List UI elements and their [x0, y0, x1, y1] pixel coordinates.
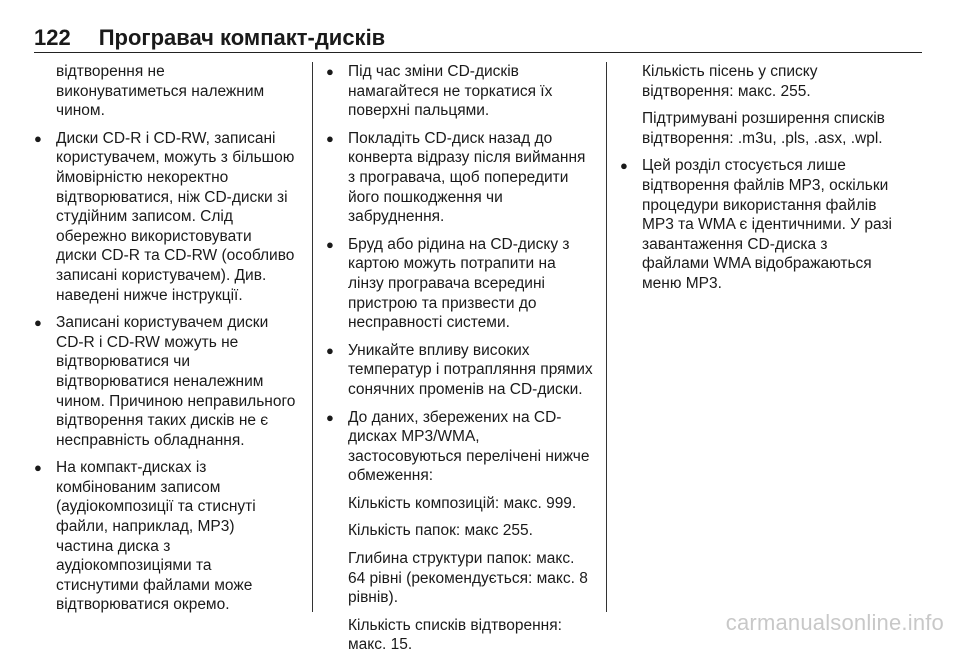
- bullet-icon: ●: [326, 236, 334, 252]
- text-column-3: [620, 62, 898, 302]
- list-item-text: Диски CD-R і CD-RW, записані користувачем, можуть з більшою ймовірністю некоректно відтворюватися, ніж CD-диски зі студійним записом. Слід обережно використовувати диски CD-R та CD-RW (особливо записані користувачем). Див. наведені нижче інструкції.: [56, 129, 295, 304]
- list-item: [326, 62, 594, 121]
- text-column-1: [34, 62, 296, 623]
- list-item: [326, 341, 594, 400]
- list-item-text: Записані користувачем диски CD-R і CD-RW можуть не відтворюватися чи відтворюватися неналежним чином. Причиною неправильного відтворення таких дисків не є несправність обладнання.: [56, 314, 296, 449]
- limit-item: Кількість списків відтворення: макс. 15.: [348, 616, 562, 654]
- list-item: [34, 129, 296, 305]
- list-item-text: Покладіть CD-диск назад до конверта відразу після виймання з програвача, щоб попередити його пошкодження чи забруднення.: [348, 129, 586, 226]
- limit-item: Глибина структури папок: макс. 64 рівні (рекомендується: макс. 8 рівнів).: [348, 550, 588, 607]
- bullet-icon: ●: [326, 130, 334, 146]
- limit-item: Кількість композицій: макс. 999.: [348, 494, 577, 512]
- list-item-text: На компакт-дисках із комбінованим записом (аудіокомпозиції та стиснуті файли, наприклад, MP3) частина диска з аудіокомпозиціями та стиснутими файлами може відтворюватися окремо.: [56, 459, 256, 614]
- bullet-icon: ●: [326, 342, 334, 358]
- list-item-text: До даних, збережених на CD-дисках MP3/WMA, застосовуються перелічені нижче обмеження:: [348, 408, 590, 485]
- column-divider: [606, 62, 607, 612]
- paragraph: Кількість пісень у списку відтворення: макс. 255.: [642, 63, 818, 100]
- list-item-text: Бруд або рідина на CD-диску з картою можуть потрапити на лінзу програвача всередині пристрою та призвести до несправності системи.: [348, 235, 570, 332]
- paragraph: відтворення не виконуватиметься належним чином.: [56, 63, 265, 120]
- bullet-icon: ●: [34, 460, 42, 476]
- list-item: [620, 156, 898, 293]
- bullet-icon: ●: [326, 64, 334, 79]
- bullet-icon: ●: [326, 409, 334, 425]
- list-item: [326, 235, 594, 333]
- paragraph: Підтримувані розширення списків відтворення: .m3u, .pls, .asx, .wpl.: [642, 110, 885, 147]
- list-item-text: Цей розділ стосується лише відтворення файлів MP3, оскільки процедури використання файлів MP3 та WMA є ідентичними. У разі завантаження CD-диска з файлами WMA відображаються меню MP3.: [642, 157, 892, 292]
- column-divider: [312, 62, 313, 612]
- list-item: [34, 313, 296, 450]
- list-item-text: Під час зміни CD-дисків намагайтеся не торкатися їх поверхні пальцями.: [348, 63, 553, 120]
- page-number: 122: [34, 25, 71, 50]
- page-title: Програвач компакт-дисків: [98, 25, 386, 50]
- list-item: [326, 129, 594, 227]
- list-item-text: Уникайте впливу високих температур і потрапляння прямих сонячних променів на CD-диски.: [348, 341, 593, 398]
- text-column-2: [326, 62, 594, 663]
- watermark: carmanualsonline.info: [725, 610, 944, 635]
- bullet-icon: ●: [34, 130, 42, 146]
- list-item: [326, 408, 594, 486]
- page-header: [34, 22, 922, 53]
- bullet-icon: ●: [620, 158, 628, 174]
- bullet-icon: ●: [34, 315, 42, 331]
- list-item: [34, 458, 296, 615]
- limit-item: Кількість папок: макс 255.: [348, 522, 533, 540]
